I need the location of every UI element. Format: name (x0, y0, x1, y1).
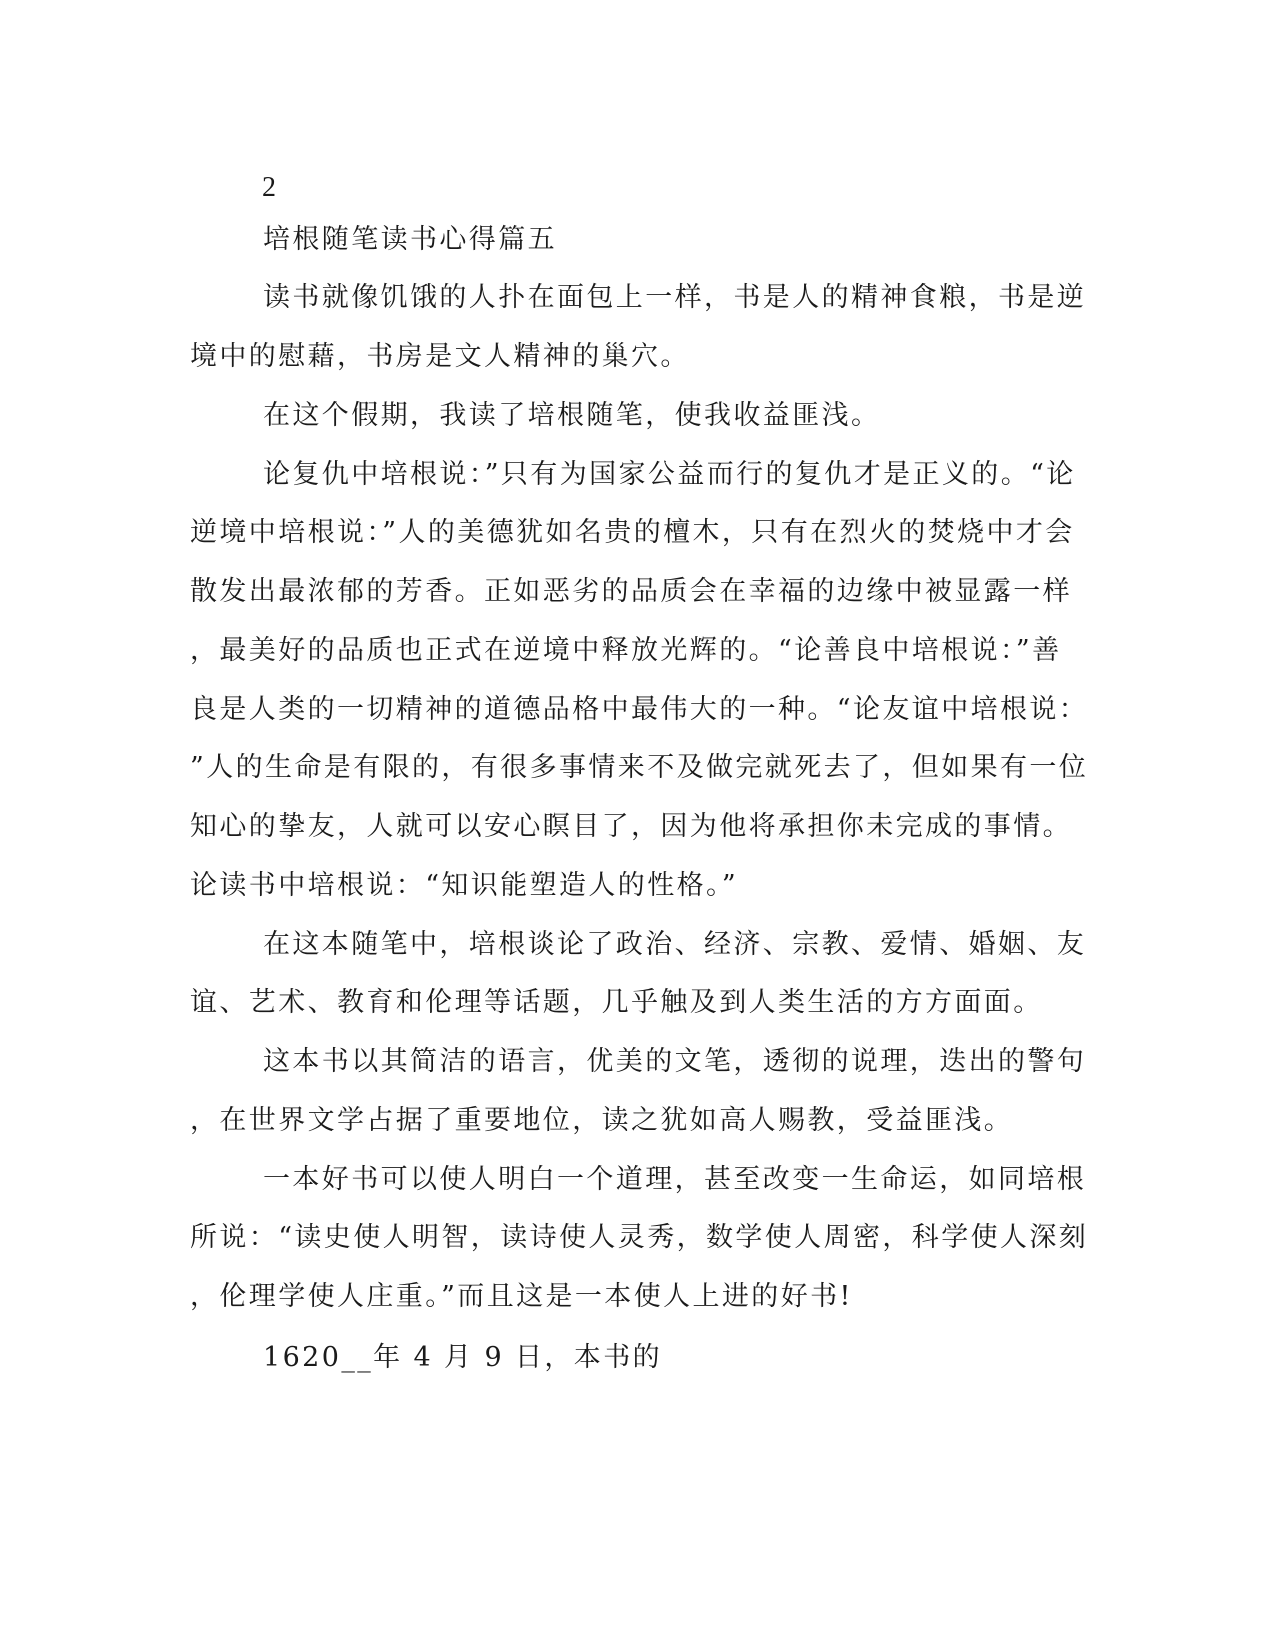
paragraph-line: ，最美好的品质也正式在逆境中释放光辉的。“论善良中培根说：”善 (190, 635, 1062, 666)
paragraph-line: 逆境中培根说：”人的美德犹如名贵的檀木，只有在烈火的焚烧中才会 (190, 517, 1075, 548)
paragraph-line: 读书就像饥饿的人扑在面包上一样，书是人的精神食粮，书是逆 (263, 282, 1087, 313)
paragraph-line: 这本书以其简洁的语言，优美的文笔，透彻的说理，迭出的警句 (263, 1046, 1087, 1077)
paragraph-line: 在这本随笔中，培根谈论了政治、经济、宗教、爱情、婚姻、友 (263, 929, 1087, 960)
paragraph-line: 谊、艺术、教育和伦理等话题，几乎触及到人类生活的方方面面。 (190, 987, 1043, 1018)
document-title: 培根随笔读书心得篇五 (263, 224, 557, 255)
paragraph-line: 所说：“读史使人明智，读诗使人灵秀，数学使人周密，科学使人深刻 (190, 1222, 1089, 1253)
paragraph-line: 在这个假期，我读了培根随笔，使我收益匪浅。 (263, 400, 881, 431)
page-number: 2 (262, 172, 276, 203)
paragraph-line: 知心的挚友，人就可以安心瞑目了，因为他将承担你未完成的事情。 (190, 811, 1072, 842)
paragraph-line: 论复仇中培根说：”只有为国家公益而行的复仇才是正义的。“论 (263, 459, 1076, 490)
paragraph-line: 散发出最浓郁的芳香。正如恶劣的品质会在幸福的边缘中被显露一样 (190, 576, 1072, 607)
paragraph-line: ”人的生命是有限的，有很多事情来不及做完就死去了，但如果有一位 (190, 752, 1089, 783)
paragraph-line: 1620__年 4 月 9 日，本书的 (263, 1342, 662, 1373)
paragraph-line: 境中的慰藉，书房是文人精神的巢穴。 (190, 341, 690, 372)
paragraph-line: 良是人类的一切精神的道德品格中最伟大的一种。“论友谊中培根说： (190, 694, 1089, 725)
paragraph-line: ，伦理学使人庄重。”而且这是一本使人上进的好书! (190, 1281, 853, 1312)
paragraph-line: 一本好书可以使人明白一个道理，甚至改变一生命运，如同培根 (263, 1164, 1087, 1195)
paragraph-line: ，在世界文学占据了重要地位，读之犹如高人赐教，受益匪浅。 (190, 1105, 1014, 1136)
paragraph-line: 论读书中培根说：“知识能塑造人的性格。” (190, 870, 739, 901)
